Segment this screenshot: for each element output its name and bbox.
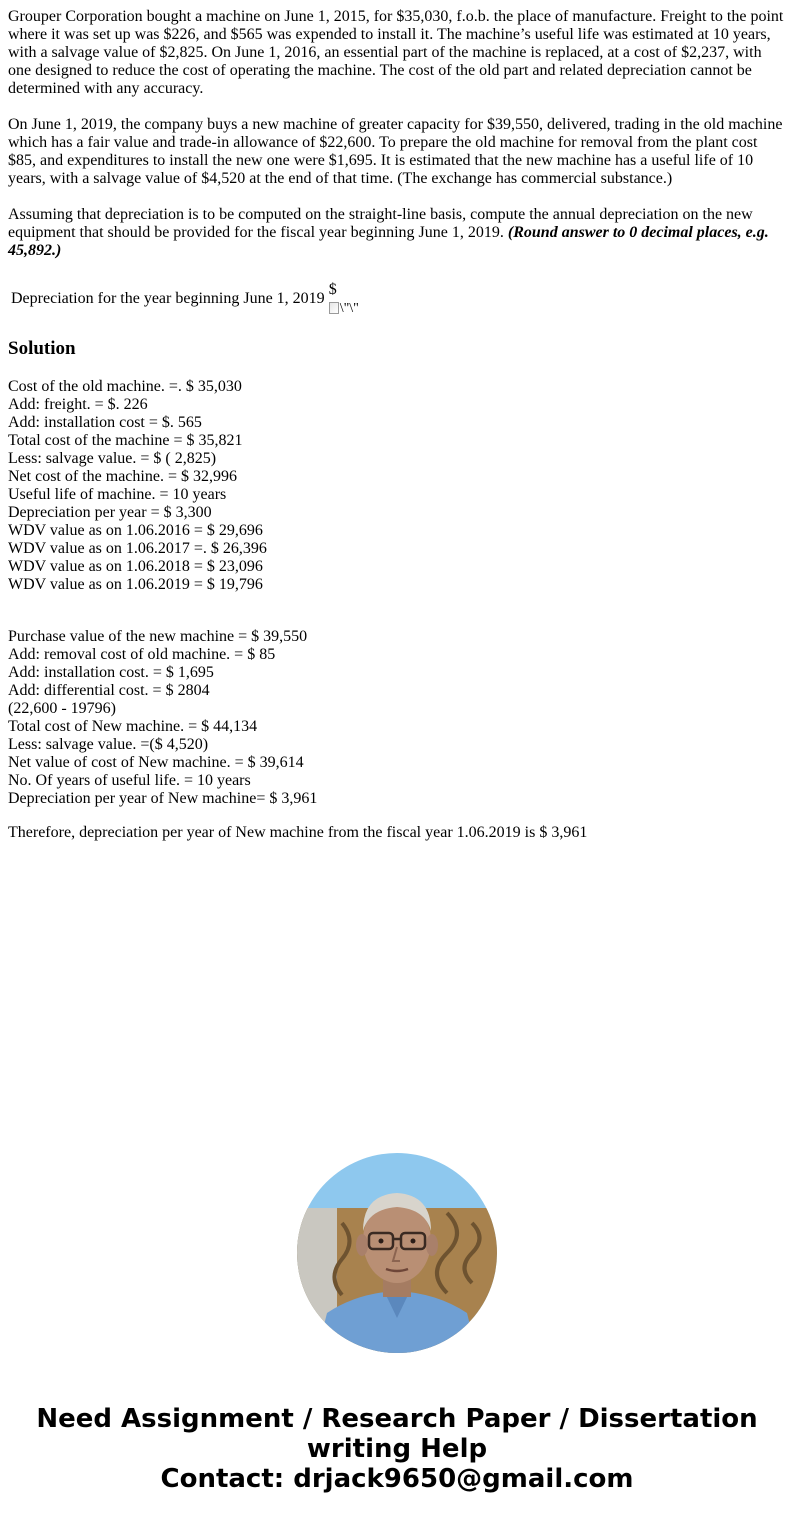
calc-line: Purchase value of the new machine = $ 39,550 <box>8 628 308 645</box>
broken-image <box>329 301 359 317</box>
calc-line: Add: differential cost. = $ 2804 <box>8 682 210 699</box>
footer-line-1: Need Assignment / Research Paper / Dissertation <box>36 1404 758 1434</box>
solution-heading: Solution <box>8 338 76 359</box>
footer-contact: Contact: drjack9650@gmail.com <box>160 1464 634 1494</box>
calc-line: WDV value as on 1.06.2017 =. $ 26,396 <box>8 540 267 557</box>
calc-line: Cost of the old machine. =. $ 35,030 <box>8 378 242 395</box>
new-machine-calculation <box>8 628 786 808</box>
avatar-eye-left <box>379 1239 384 1244</box>
answer-table <box>8 278 362 320</box>
question-paragraph-1: Grouper Corporation bought a machine on June 1, 2015, for $35,030, f.o.b. the place of manufacture. Freight to the point where it was set up was $226, and $565 was expended to install it. The machine’s useful life was estimated at 10 years, with a salvage value of $2,825. On June 1, 2016, an essential part of the machine is replaced, at a cost of $2,237, with one designed to reduce the cost of operating the machine. The cost of the old part and related depreciation cannot be determined with any accuracy. <box>8 8 784 97</box>
footer-line-2: writing Help <box>306 1434 488 1464</box>
calc-line: WDV value as on 1.06.2019 = $ 19,796 <box>8 576 263 593</box>
avatar-ear-left <box>356 1234 368 1256</box>
calc-line: No. Of years of useful life. = 10 years <box>8 772 251 789</box>
calc-line: Total cost of the machine = $ 35,821 <box>8 432 243 449</box>
calc-line: Less: salvage value. = $ ( 2,825) <box>8 450 217 467</box>
old-machine-calculation <box>8 378 786 594</box>
avatar-ear-right <box>426 1234 438 1256</box>
broken-image-alt: \"\" <box>339 301 359 316</box>
avatar-eye-right <box>411 1239 416 1244</box>
calc-line: Add: installation cost = $. 565 <box>8 414 202 431</box>
calc-line: Less: salvage value. =($ 4,520) <box>8 736 209 753</box>
avatar <box>297 1153 497 1353</box>
spacer <box>8 594 786 628</box>
calc-line: Add: removal cost of old machine. = $ 85 <box>8 646 276 663</box>
avatar-illustration <box>297 1153 497 1353</box>
calc-line: Add: freight. = $. 226 <box>8 396 148 413</box>
broken-image-icon <box>329 302 339 314</box>
calc-line: Depreciation per year = $ 3,300 <box>8 504 212 521</box>
rounding-instruction: (Round answer to 0 decimal places, e.g. 45,892.) <box>8 224 769 259</box>
calc-line: Total cost of New machine. = $ 44,134 <box>8 718 258 735</box>
calc-line: (22,600 - 19796) <box>8 700 116 717</box>
answer-cell <box>328 280 360 318</box>
calc-line: Net value of cost of New machine. = $ 39,614 <box>8 754 304 771</box>
calc-line: WDV value as on 1.06.2016 = $ 29,696 <box>8 522 263 539</box>
calc-line: Useful life of machine. = 10 years <box>8 486 227 503</box>
calc-line: WDV value as on 1.06.2018 = $ 23,096 <box>8 558 263 575</box>
answer-label: Depreciation for the year beginning June 1, 2019 <box>11 290 325 307</box>
calc-line: Depreciation per year of New machine= $ 3,961 <box>8 790 318 807</box>
question-paragraph-2: On June 1, 2019, the company buys a new machine of greater capacity for $39,550, delivered, trading in the old machine which has a fair value and trade-in allowance of $22,600. To prepare the old machine for removal from the plant cost $85, and expenditures to install the new one were $1,695. It is estimated that the new machine has a useful life of 10 years, with a salvage value of $4,520 at the end of that time. (The exchange has commercial substance.) <box>8 116 783 187</box>
calc-line: Net cost of the machine. = $ 32,996 <box>8 468 237 485</box>
conclusion: Therefore, depreciation per year of New machine from the fiscal year 1.06.2019 is $ 3,961 <box>8 824 588 841</box>
question-text: Assuming that depreciation is to be computed on the straight-line basis, compute the annual depreciation on the new equipment that should be provided for the fiscal year beginning June 1, 2019. <box>8 206 753 241</box>
footer-banner <box>0 1404 794 1494</box>
currency-symbol: $ <box>328 281 337 298</box>
avatar-left-panel <box>297 1208 337 1353</box>
calc-line: Add: installation cost. = $ 1,695 <box>8 664 214 681</box>
question-paragraph-3 <box>8 206 786 260</box>
